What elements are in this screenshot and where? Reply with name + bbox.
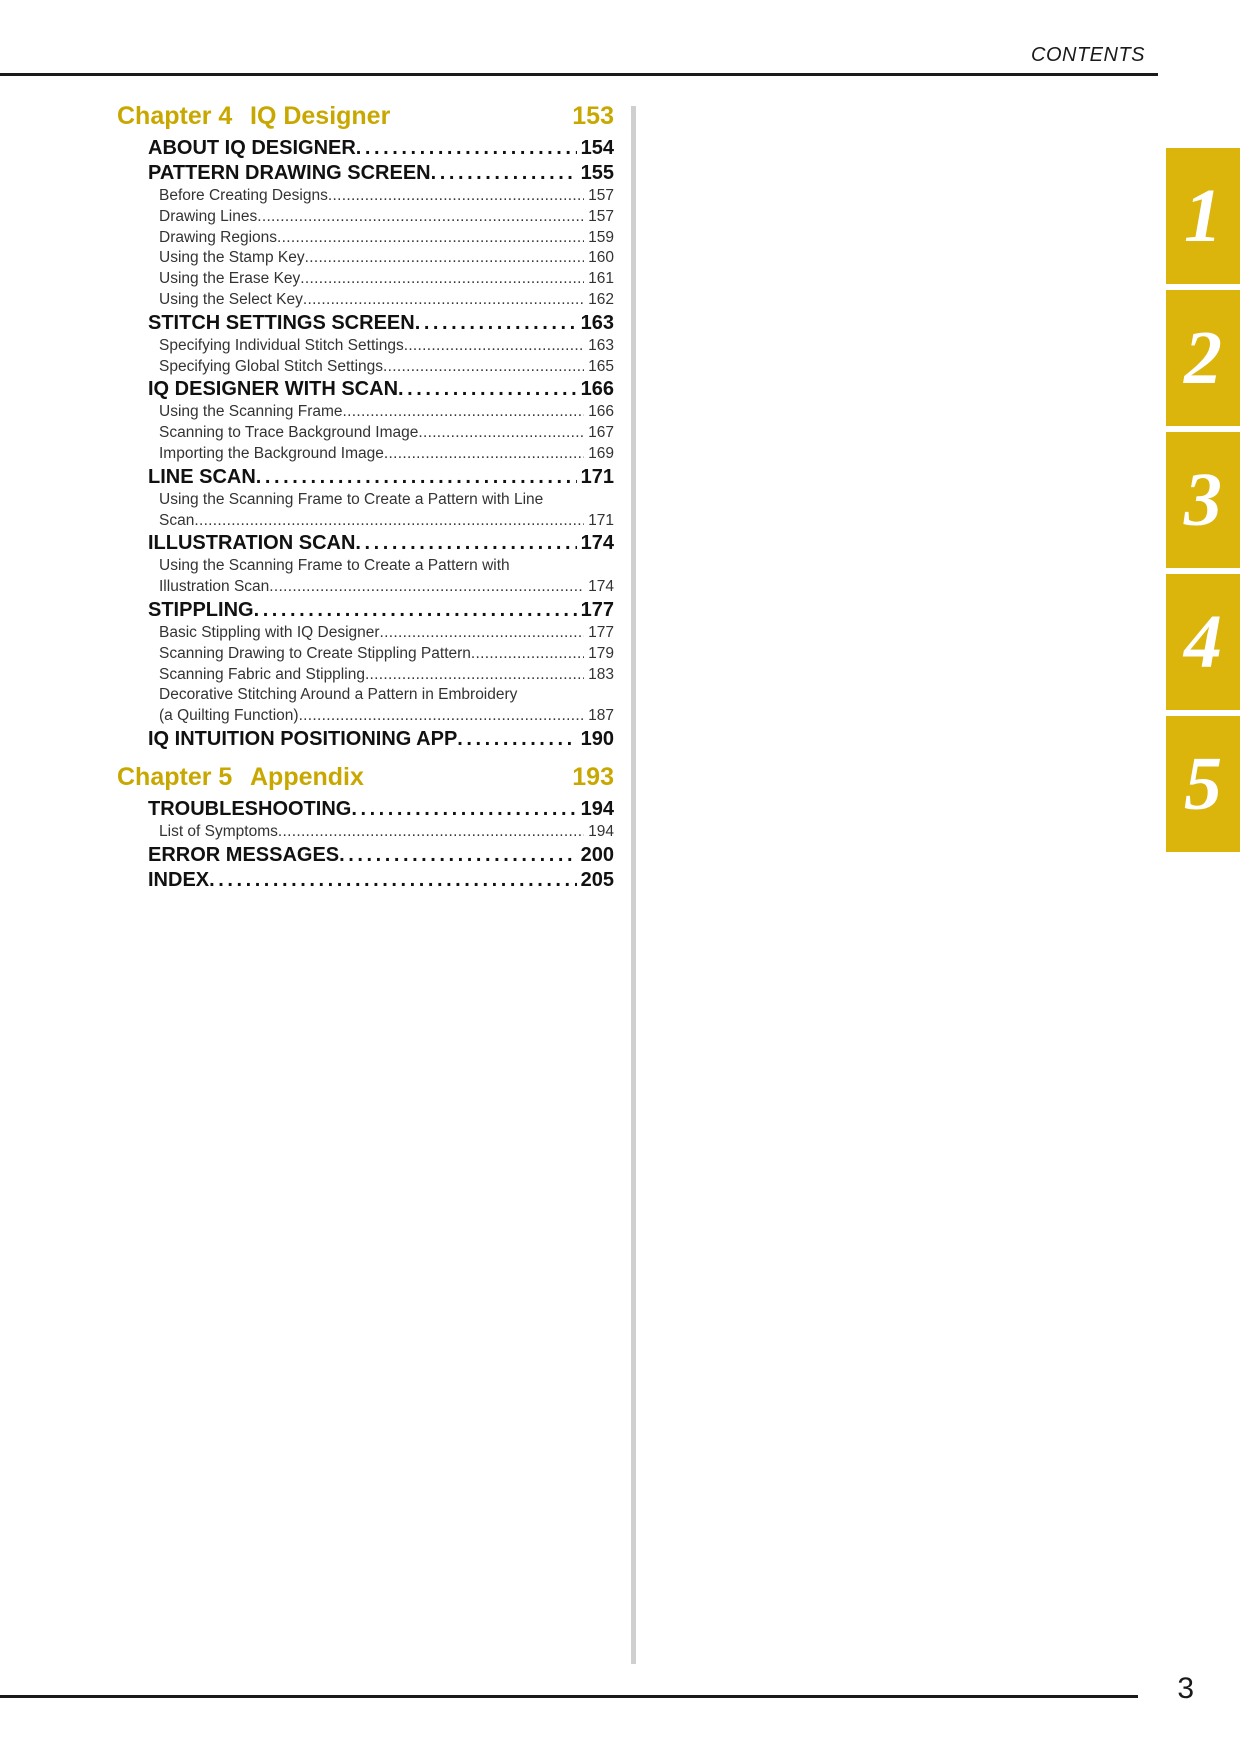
toc-subentry-page: 169 (588, 444, 614, 462)
leader-dots (305, 248, 585, 269)
chapter-5-title: Appendix (250, 762, 364, 791)
leader-dots (343, 402, 585, 423)
toc-subentry[interactable] (159, 623, 614, 644)
toc-subentry-page: 174 (588, 578, 614, 596)
toc-subentry[interactable] (159, 402, 614, 423)
toc-section-title: STITCH SETTINGS SCREEN (148, 311, 415, 334)
toc-subentry-page: 194 (588, 822, 614, 840)
toc-section-page: 154 (580, 137, 614, 159)
toc-section-page: 163 (580, 311, 614, 334)
toc-section-page: 190 (580, 727, 614, 750)
toc-subentry-title: Importing the Background Image (159, 444, 384, 462)
toc-section[interactable] (148, 843, 614, 868)
toc-section-title: ABOUT IQ DESIGNER (148, 137, 356, 159)
running-header: CONTENTS (1031, 44, 1145, 66)
toc-subentry-page: 177 (588, 623, 614, 641)
chapter-tab-5[interactable]: 5 (1166, 716, 1240, 852)
toc-section-page: 200 (580, 843, 614, 866)
toc-subentry[interactable] (159, 423, 614, 444)
toc-subentry-title: Scanning Fabric and Stippling (159, 665, 365, 683)
toc-subentry-page: 187 (588, 707, 614, 725)
chapter-5-label: Chapter 5 (117, 762, 233, 791)
toc-section[interactable] (148, 161, 614, 186)
toc-section-page: 171 (580, 465, 614, 488)
toc-subentry-title: Scanning Drawing to Create Stippling Pattern (159, 644, 471, 662)
toc-section-page: 174 (580, 532, 614, 555)
toc-subentry-title: Drawing Lines (159, 207, 258, 225)
leader-dots (457, 727, 576, 752)
chapter-4-title: IQ Designer (250, 102, 391, 130)
toc-subentry[interactable] (159, 228, 614, 249)
toc-section-title: ERROR MESSAGES (148, 843, 340, 866)
toc-section-page: 166 (580, 378, 614, 401)
toc-subentry-page: 163 (588, 336, 614, 354)
leader-dots (277, 228, 584, 249)
toc-subentry[interactable] (159, 444, 614, 465)
toc-section[interactable] (148, 868, 614, 893)
chapter-tab-1[interactable]: 1 (1166, 148, 1240, 284)
toc-section[interactable] (148, 797, 614, 822)
toc-section-title: ILLUSTRATION SCAN (148, 532, 356, 555)
toc-subentry[interactable] (159, 186, 614, 207)
toc-subentry-title: Drawing Regions (159, 228, 278, 246)
toc-subentry-page: 157 (588, 207, 614, 225)
toc-subentry-title: Using the Scanning Frame (159, 403, 343, 421)
toc-subentry[interactable] (159, 290, 614, 311)
footer-rule (0, 1695, 1138, 1698)
toc-section[interactable] (148, 136, 614, 161)
toc-subentry-title: Specifying Individual Stitch Settings (159, 336, 404, 354)
toc-section-page: 194 (580, 797, 614, 820)
leader-dots (256, 465, 577, 490)
toc-section-title: IQ DESIGNER WITH SCAN (148, 378, 399, 401)
leader-dots (355, 531, 576, 556)
toc-section[interactable] (148, 311, 614, 336)
leader-dots (384, 444, 584, 465)
toc-subentry-title: Using the Erase Key (159, 270, 301, 288)
column-divider (631, 106, 636, 1664)
toc-section[interactable] (148, 377, 614, 402)
leader-dots (328, 186, 584, 207)
leader-dots (383, 357, 584, 378)
chapter-4-entries (117, 136, 614, 752)
toc-section[interactable] (148, 727, 614, 752)
toc-section-title: INDEX (148, 868, 210, 891)
toc-section[interactable] (148, 465, 614, 490)
leader-dots (351, 797, 576, 822)
leader-dots (398, 377, 577, 402)
toc-subentry-title-line1: Using the Scanning Frame to Create a Pattern with Line (159, 490, 544, 508)
page-number: 3 (1177, 1672, 1194, 1705)
toc-subentry-title: Scanning to Trace Background Image (159, 424, 419, 442)
toc-section-page: 155 (580, 162, 614, 184)
chapter-tab-4[interactable]: 4 (1166, 574, 1240, 710)
toc-subentry-title: Specifying Global Stitch Settings (159, 357, 384, 375)
toc-subentry-page: 167 (588, 424, 614, 442)
toc-subentry-title-line1: Decorative Stitching Around a Pattern in Embroidery (159, 686, 518, 704)
leader-dots (194, 511, 584, 532)
toc-section-title: LINE SCAN (148, 465, 256, 488)
toc-subentry-page: 166 (588, 403, 614, 421)
chapter-4-label: Chapter 4 (117, 102, 233, 130)
toc-subentry-title-line2: (a Quilting Function) (159, 707, 299, 725)
toc-subentry-page: 162 (588, 290, 614, 308)
leader-dots (365, 665, 584, 686)
toc-subentry-page: 157 (588, 187, 614, 204)
toc-subentry[interactable] (159, 644, 614, 665)
chapter-5-entries (117, 797, 614, 893)
header-rule (0, 73, 1158, 76)
toc-subentry[interactable] (159, 490, 614, 532)
leader-dots (380, 623, 585, 644)
leader-dots (209, 868, 577, 893)
toc-section[interactable] (148, 598, 614, 623)
toc-section[interactable] (148, 531, 614, 556)
leader-dots (257, 207, 584, 228)
toc-subentry-title: Using the Select Key (159, 290, 303, 308)
leader-dots (471, 644, 584, 665)
leader-dots (269, 577, 584, 598)
toc-subentry-title-line2: Illustration Scan (159, 578, 270, 596)
toc-section-title: TROUBLESHOOTING (148, 797, 352, 820)
toc-subentry[interactable] (159, 822, 614, 843)
toc-subentry-title: Using the Stamp Key (159, 249, 305, 267)
leader-dots (303, 290, 584, 311)
toc-section-page: 205 (580, 868, 614, 891)
toc-subentry-title-line1: Using the Scanning Frame to Create a Pattern with (159, 557, 510, 575)
leader-dots (300, 269, 584, 290)
leader-dots (404, 336, 584, 357)
leader-dots (339, 843, 576, 868)
toc-subentry[interactable] (159, 336, 614, 357)
toc-subentry-page: 183 (588, 665, 614, 683)
toc-subentry-page: 179 (588, 644, 614, 662)
toc-subentry[interactable] (159, 665, 614, 686)
toc-section-title: PATTERN DRAWING SCREEN (148, 162, 431, 184)
toc-subentry-page: 165 (588, 357, 614, 375)
toc-subentry-title-line2: Scan (159, 511, 195, 529)
toc-subentry[interactable] (159, 357, 614, 378)
leader-dots (278, 822, 584, 843)
toc-subentry[interactable] (159, 248, 614, 269)
chapter-4-heading[interactable] (117, 96, 614, 136)
toc-subentry-page: 160 (588, 249, 614, 267)
chapter-tabs (1166, 148, 1240, 858)
toc-section-page: 177 (580, 598, 614, 621)
table-of-contents (117, 96, 614, 893)
chapter-5-heading[interactable] (117, 757, 614, 797)
toc-subentry-title: Before Creating Designs (159, 187, 328, 204)
toc-subentry[interactable] (159, 556, 614, 598)
toc-subentry-page: 171 (588, 511, 614, 529)
leader-dots (415, 311, 577, 336)
chapter-5-page: 193 (572, 762, 614, 791)
leader-dots (254, 598, 577, 623)
leader-dots (418, 423, 584, 444)
toc-subentry-title: Basic Stippling with IQ Designer (159, 623, 380, 641)
toc-subentry[interactable] (159, 269, 614, 290)
chapter-tab-3[interactable]: 3 (1166, 432, 1240, 568)
leader-dots (299, 706, 585, 727)
toc-subentry[interactable] (159, 685, 614, 727)
leader-dots (431, 161, 577, 186)
toc-subentry-title: List of Symptoms (159, 822, 278, 840)
toc-subentry[interactable] (159, 207, 614, 228)
toc-subentry-page: 161 (588, 270, 614, 288)
chapter-tab-2[interactable]: 2 (1166, 290, 1240, 426)
toc-section-title: IQ INTUITION POSITIONING APP (148, 727, 458, 750)
toc-subentry-page: 159 (588, 228, 614, 246)
toc-section-title: STIPPLING (148, 598, 254, 621)
chapter-4-page: 153 (572, 102, 614, 130)
leader-dots (356, 136, 577, 161)
